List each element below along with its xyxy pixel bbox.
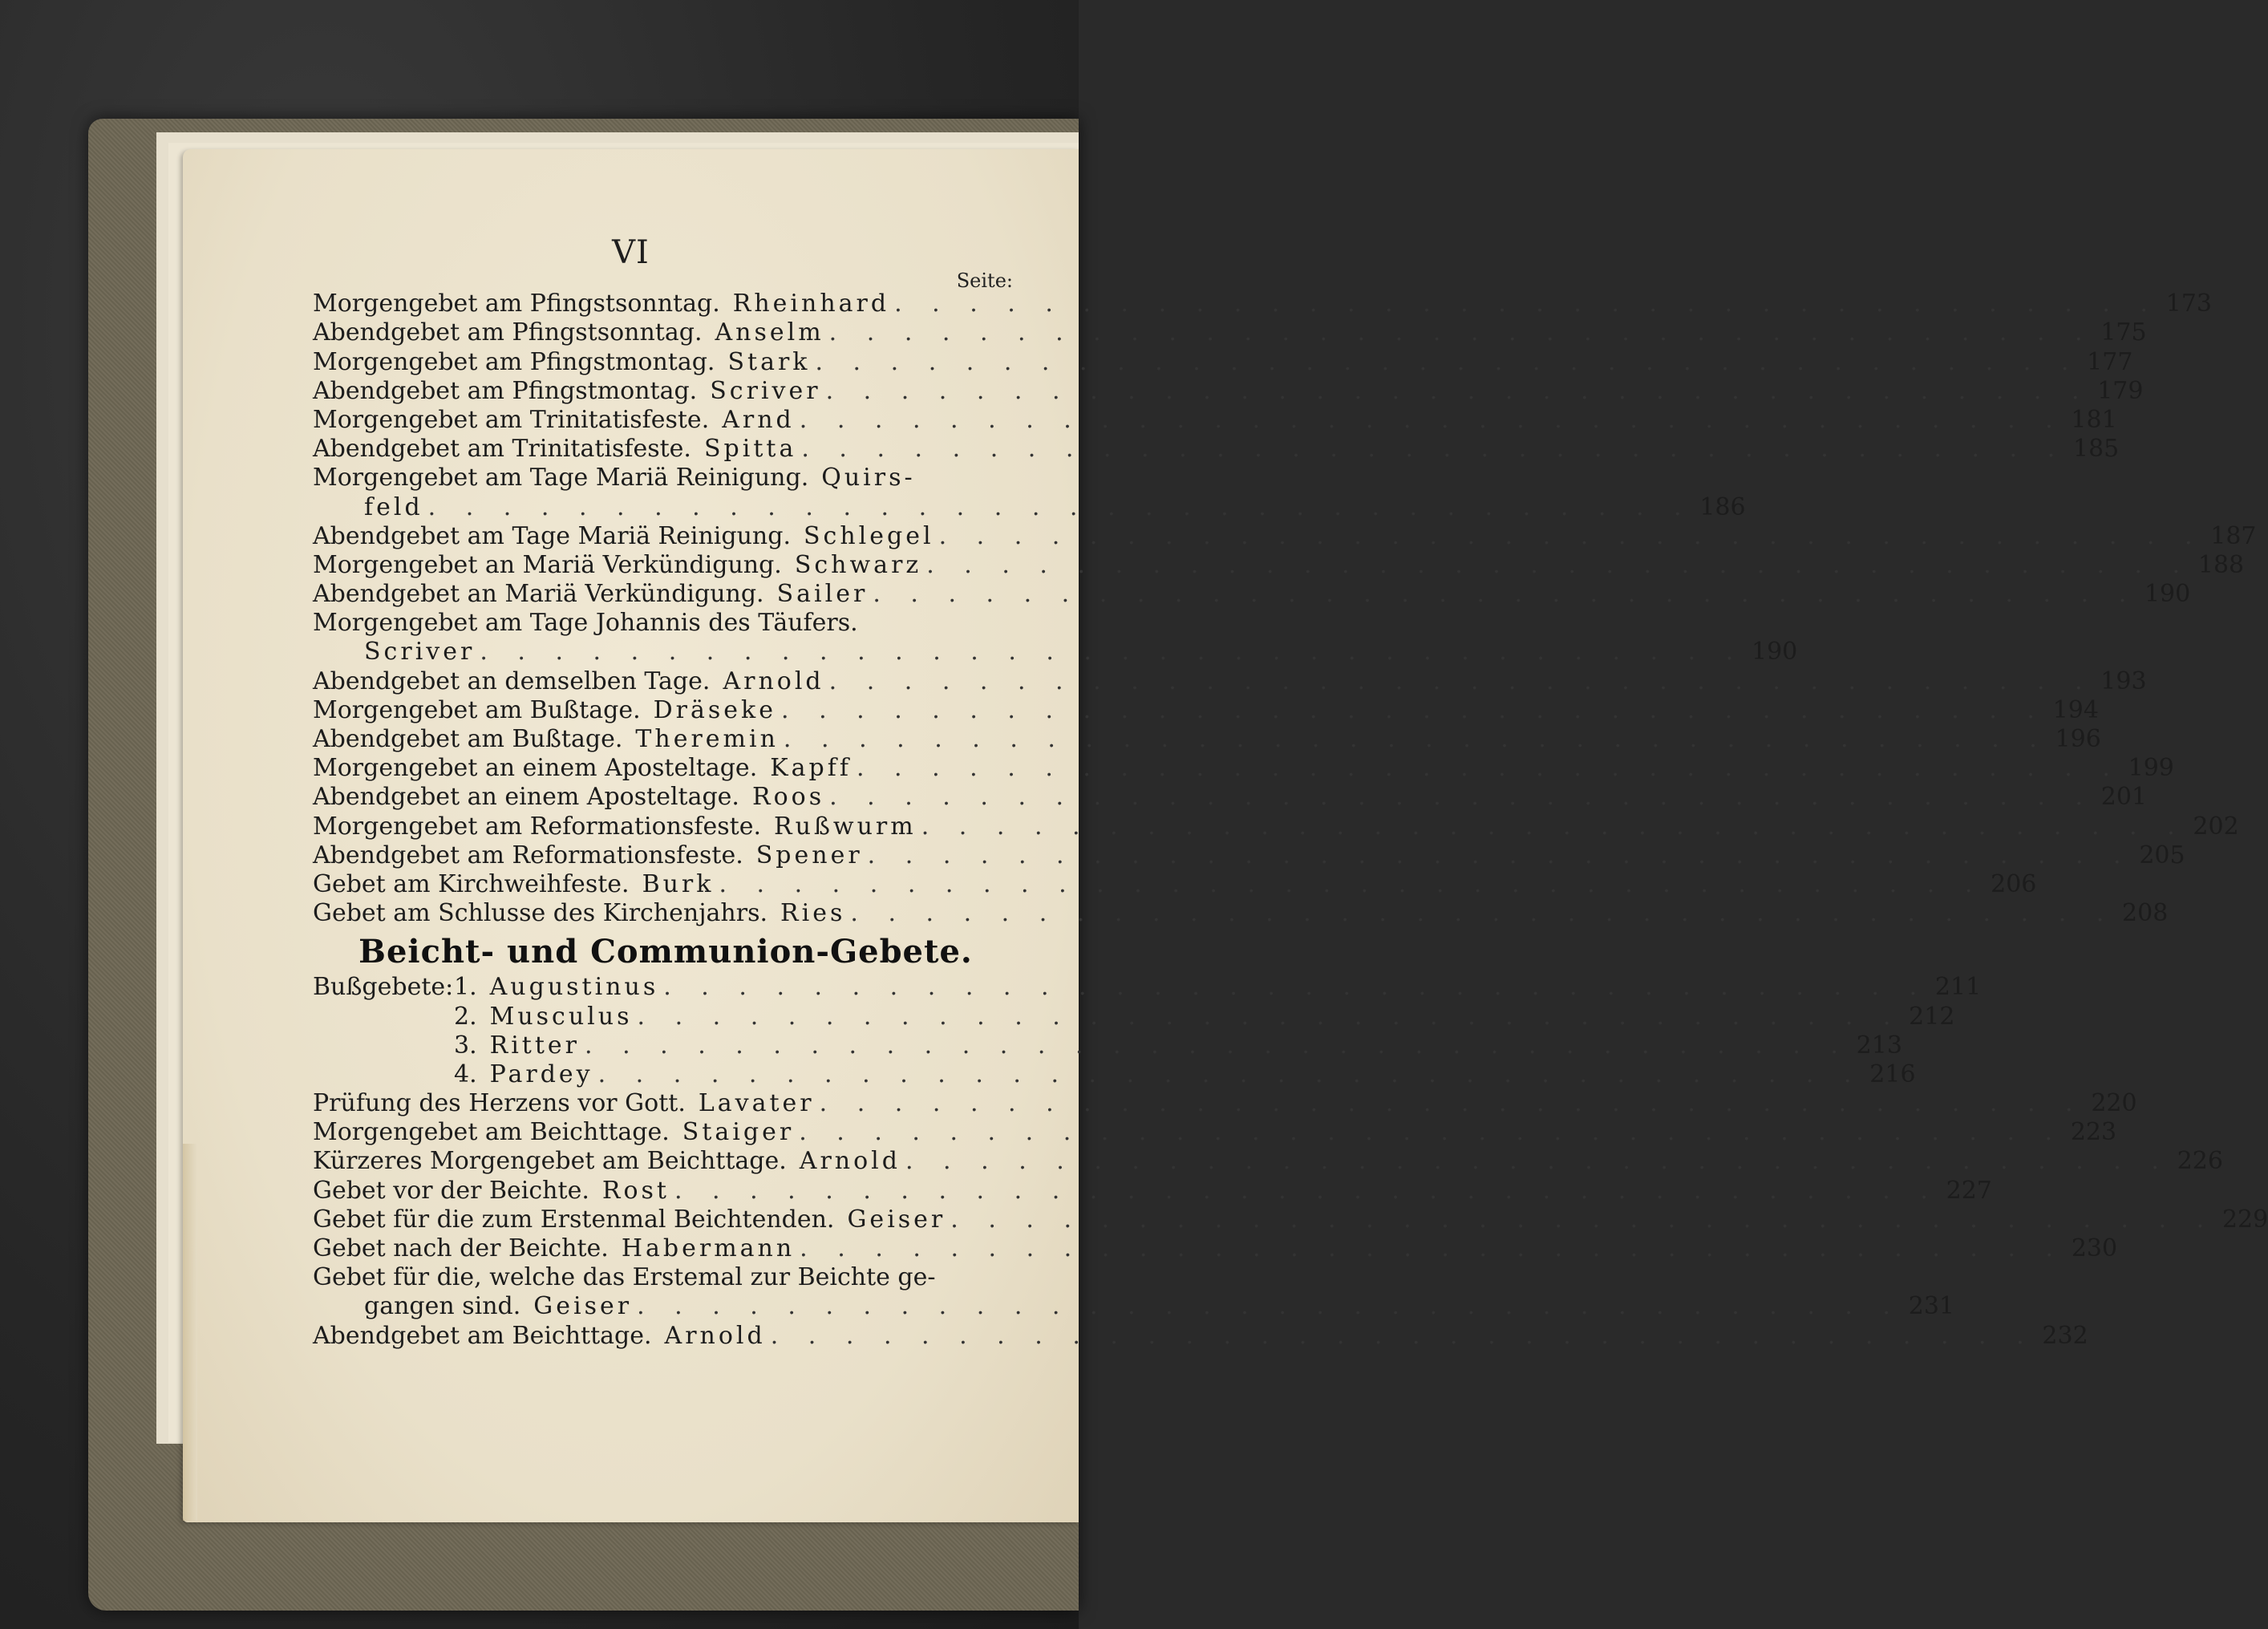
entry-page: 190 (2144, 580, 2191, 609)
entry-title: Kürzeres Morgengebet am Beichttage. (313, 1147, 787, 1176)
dot-leader: . . . . . . . . . . . . . . . . . . . . . . . . . . . . . . . . . . (597, 1060, 1863, 1088)
entry-page: 213 (1856, 1031, 1902, 1060)
entry-page: 205 (2139, 841, 2185, 869)
entry-page: 181 (2071, 405, 2117, 434)
entry-author: Schlegel (804, 521, 934, 550)
entry-author: Rheinhard (732, 290, 890, 318)
toc-entry-continued (313, 492, 1746, 521)
dot-leader: . . . . . . . . . . . . . . . . . . . . . . . . . . . . . . . . . . (905, 1147, 2170, 1176)
dot-leader: . . . . . . . . . . . . . . . . . . . . . . . . . . . . . . . . . . (770, 1321, 2035, 1350)
entry-title: Morgengebet am Tage Johannis des Täufers. (313, 609, 858, 638)
entry-author: Arnold (799, 1147, 901, 1176)
entry-page: 223 (2070, 1118, 2117, 1147)
toc-entry (313, 376, 2144, 406)
entry-number: 3. (454, 1031, 477, 1060)
dot-leader: . . . . . . . . . . . . . . . . . . . . . . . . . . . . . . . . . . (856, 754, 2121, 783)
dot-leader: . . . . . . . . . . . . . . . . . . . . . . . . . . . . . . . . . . (719, 869, 1984, 898)
entry-title: Gebet für die, welche das Erstemal zur Beichte ge- (313, 1263, 936, 1292)
dot-leader: . . . . . . . . . . . . . . . . . . . . . . . . . . . . . . . . . . (850, 899, 2116, 928)
entry-page: 173 (2165, 290, 2212, 318)
dot-leader: . . . . . . . . . . . . . . . . . . . . . . . . . . . . . . . . . . (637, 1002, 1902, 1031)
toc-entry (313, 435, 2120, 464)
entry-title: Abendgebet am Pfingstsonntag. (313, 318, 703, 347)
entry-number: 2. (454, 1002, 477, 1031)
dot-leader: . . . . . . . . . . . . . . . . . . . . . . . . . . . . . . . . . . (427, 492, 1693, 521)
entry-title: Abendgebet an einem Aposteltage. (313, 783, 739, 812)
table-of-contents (313, 290, 2268, 1351)
dot-leader: . . . . . . . . . . . . . . . . . . . . . . . . . . . . . . . . . . (799, 1118, 2064, 1147)
entry-author: Geiser (533, 1292, 633, 1321)
entry-author: Quirs- (821, 464, 916, 492)
entry-title: Abendgebet am Trinitatisfeste. (313, 435, 691, 464)
entry-page: 202 (2193, 812, 2239, 841)
entry-title: Gebet für die zum Erstenmal Beichtenden. (313, 1205, 835, 1234)
entry-page: 194 (2052, 695, 2099, 724)
entry-title: Morgengebet am Trinitatisfeste. (313, 405, 710, 434)
toc-entry (313, 725, 2101, 754)
entry-author: Arnold (664, 1321, 766, 1350)
entry-author: Arnd (722, 405, 795, 434)
entry-number: 1. (454, 973, 477, 1002)
toc-entry (313, 521, 2257, 551)
entry-title: Abendgebet an Mariä Verkündigung. (313, 580, 764, 609)
entry-author: Anselm (715, 318, 824, 347)
dot-leader: . . . . . . . . . . . . . . . . . . . . . . . . . . . . . . . . . . (480, 638, 1745, 667)
dot-leader: . . . . . . . . . . . . . . . . . . . . . . . . . . . . . . . . . . (801, 435, 2067, 464)
entry-title: Morgengebet an einem Aposteltage. (313, 754, 758, 783)
dot-leader: . . . . . . . . . . . . . . . . . . . . . . . . . . . . . . . . . . (674, 1176, 1939, 1205)
toc-entry (313, 464, 1019, 492)
entry-page: 201 (2100, 783, 2148, 812)
entry-title: Abendgebet am Bußtage. (313, 725, 623, 753)
entry-page: 227 (1946, 1176, 1992, 1205)
dot-leader: . . . . . . . . . . . . . . . . . . . . . . . . . . . . . . . . . . (585, 1031, 1849, 1060)
entry-page: 229 (2221, 1205, 2268, 1234)
entry-author: feld (364, 492, 423, 521)
toc-entry (313, 1002, 1955, 1031)
entry-author: Augustinus (489, 973, 659, 1002)
entry-title: Gebet am Schlusse des Kirchenjahrs. (313, 899, 768, 928)
toc-entry (313, 1205, 2268, 1234)
entry-author: Kapff (770, 754, 852, 783)
dot-leader: . . . . . . . . . . . . . . . . . . . . . . . . . . . . . . . . . . (815, 347, 2080, 376)
dot-leader: . . . . . . . . . . . . . . . . . . . . . . . . . . . . . . . . . . (819, 1089, 2084, 1118)
page-stain (183, 1144, 197, 1521)
entry-author: Rost (601, 1176, 670, 1205)
toc-entry (313, 754, 2174, 783)
entry-page: 175 (2100, 318, 2147, 347)
entry-page: 177 (2087, 347, 2133, 376)
entry-author: Schwarz (794, 550, 922, 579)
entry-title: Morgengebet am Bußtage. (313, 695, 641, 724)
toc-entry (313, 318, 2147, 347)
entry-author: Spitta (703, 435, 797, 464)
dot-leader: . . . . . . . . . . . . . . . . . . . . . . . . . . . . . . . . . . (921, 812, 2186, 841)
entry-page: 193 (2100, 667, 2147, 695)
dot-leader: . . . . . . . . . . . . . . . . . . . . . . . . . . . . . . . . . . (894, 290, 2159, 318)
toc-entry (313, 783, 2148, 812)
entry-page: 230 (2071, 1234, 2118, 1262)
toc-entry (313, 869, 2037, 899)
toc-entry (313, 290, 2212, 318)
toc-entry (313, 609, 1019, 638)
entry-page: 188 (2197, 550, 2245, 579)
entry-page: 208 (2122, 899, 2169, 928)
entry-page: 220 (2091, 1089, 2137, 1118)
toc-entry (313, 1089, 2137, 1118)
entry-page: 206 (1991, 869, 2037, 898)
dot-leader: . . . . . . . . . . . . . . . . . . . . . . . . . . . . . . . . . . (828, 318, 2094, 347)
entry-title: Gebet vor der Beichte. (313, 1176, 589, 1205)
dot-leader: . . . . . . . . . . . . . . . . . . . . . . . . . . . . . . . . . . (637, 1292, 1902, 1321)
page-heading: VI (612, 234, 650, 271)
toc-entry (313, 667, 2147, 695)
dot-leader: . . . . . . . . . . . . . . . . . . . . . . . . . . . . . . . . . . (829, 783, 2095, 812)
entry-author: Scriver (364, 638, 476, 667)
entry-author: Roos (751, 783, 825, 812)
toc-entry (313, 1321, 2088, 1350)
dot-leader: . . . . . . . . . . . . . . . . . . . . . . . . . . . . . . . . . . (781, 695, 2046, 724)
entry-page: 196 (2055, 725, 2101, 753)
entry-page: 211 (1934, 973, 1982, 1002)
dot-leader: . . . . . . . . . . . . . . . . . . . . . . . . . . . . . . . . . . (825, 376, 2091, 405)
entry-title: Morgengebet am Reformationsfeste. (313, 812, 761, 841)
entry-title: Morgengebet an Mariä Verkündigung. (313, 550, 782, 579)
dot-leader: . . . . . . . . . . . . . . . . . . . . . . . . . . . . . . . . . . (867, 841, 2132, 869)
toc-entry (313, 695, 2099, 725)
book-page (183, 149, 2268, 1522)
dot-leader: . . . . . . . . . . . . . . . . . . . . . . . . . . . . . . . . . . (663, 973, 1929, 1002)
entry-author: Sailer (776, 580, 869, 609)
dot-leader: . . . . . . . . . . . . . . . . . . . . . . . . . . . . . . . . . . (938, 521, 2204, 550)
entry-title: Prüfung des Herzens vor Gott. (313, 1089, 686, 1118)
dot-leader: . . . . . . . . . . . . . . . . . . . . . . . . . . . . . . . . . . (783, 725, 2048, 753)
entry-author: Musculus (489, 1002, 633, 1031)
toc-entry (313, 580, 2191, 609)
entry-page: 190 (1752, 638, 1798, 667)
entry-page: 199 (2128, 754, 2174, 783)
entry-title: Abendgebet am Pfingstmontag. (313, 376, 698, 405)
group-label: Bußgebete: (313, 973, 454, 1002)
toc-entry (313, 550, 2245, 580)
toc-entry (313, 1176, 1992, 1205)
toc-entry (313, 347, 2133, 376)
entry-author: Dräseke (653, 695, 776, 724)
entry-author: Spener (755, 841, 863, 869)
entry-title: Abendgebet am Tage Mariä Reinigung. (313, 521, 791, 550)
entry-number: 4. (454, 1060, 477, 1088)
toc-entry (313, 1263, 1019, 1292)
dot-leader: . . . . . . . . . . . . . . . . . . . . . . . . . . . . . . . . . . (800, 1234, 2065, 1262)
entry-author: Ritter (489, 1031, 581, 1060)
toc-entry (313, 841, 2185, 870)
entry-title: Morgengebet am Pfingstsonntag. (313, 290, 720, 318)
entry-page: 212 (1909, 1002, 1955, 1031)
entry-author: Scriver (710, 376, 821, 405)
entry-title: Abendgebet am Beichttage. (313, 1321, 652, 1350)
entry-page: 187 (2210, 521, 2257, 550)
entry-page: 185 (2073, 435, 2120, 464)
entry-page: 231 (1908, 1292, 1955, 1321)
toc-entry (313, 899, 2169, 928)
entry-title: Morgengebet am Pfingstmontag. (313, 347, 715, 376)
dot-leader: . . . . . . . . . . . . . . . . . . . . . . . . . . . . . . . . . . (950, 1205, 2216, 1234)
toc-entry (313, 812, 2239, 841)
entry-author: Stark (727, 347, 811, 376)
entry-author: Rußwurm (773, 812, 917, 841)
dot-leader: . . . . . . . . . . . . . . . . . . . . . . . . . . . . . . . . . . (873, 580, 2138, 609)
entry-title: Morgengebet am Tage Mariä Reinigung. (313, 464, 809, 492)
entry-author: Lavater (698, 1089, 815, 1118)
toc-entry-continued (313, 638, 1798, 667)
toc-entry (313, 1118, 2117, 1147)
entry-title: Gebet am Kirchweihfeste. (313, 869, 630, 898)
column-label: Seite: (956, 269, 1013, 292)
entry-title: Gebet nach der Beichte. (313, 1234, 609, 1262)
entry-title: Abendgebet am Reformationsfeste. (313, 841, 743, 869)
entry-author: Theremin (635, 725, 779, 753)
entry-page: 216 (1869, 1060, 1916, 1088)
entry-author: Geiser (847, 1205, 946, 1234)
entry-title: Morgengebet am Beichttage. (313, 1118, 670, 1147)
entry-author: Pardey (489, 1060, 593, 1088)
entry-page: 179 (2097, 376, 2144, 405)
entry-author: Arnold (723, 667, 824, 695)
toc-entry (313, 1060, 1916, 1089)
toc-entry (313, 405, 2117, 435)
entry-author: Ries (780, 899, 846, 928)
dot-leader: . . . . . . . . . . . . . . . . . . . . . . . . . . . . . . . . . . (828, 667, 2094, 695)
toc-entry (313, 1031, 1902, 1060)
entry-title: Abendgebet an demselben Tage. (313, 667, 711, 695)
entry-page: 226 (2177, 1147, 2223, 1176)
entry-author: Habermann (621, 1234, 796, 1262)
entry-author: Staiger (682, 1118, 795, 1147)
entry-title-continued: gangen sind. (364, 1292, 521, 1321)
toc-entry (313, 1147, 2223, 1176)
dot-leader: . . . . . . . . . . . . . . . . . . . . . . . . . . . . . . . . . . (799, 405, 2064, 434)
dot-leader: . . . . . . . . . . . . . . . . . . . . . . . . . . . . . . . . . . (926, 550, 2192, 579)
toc-entry (313, 1234, 2118, 1263)
entry-page: 186 (1699, 492, 1746, 521)
entry-page: 232 (2042, 1321, 2088, 1350)
entry-author: Burk (642, 869, 715, 898)
section-heading: Beicht- und Communion-Gebete. (358, 933, 973, 971)
toc-entry (313, 973, 1982, 1002)
toc-entry-continued (313, 1292, 1955, 1321)
